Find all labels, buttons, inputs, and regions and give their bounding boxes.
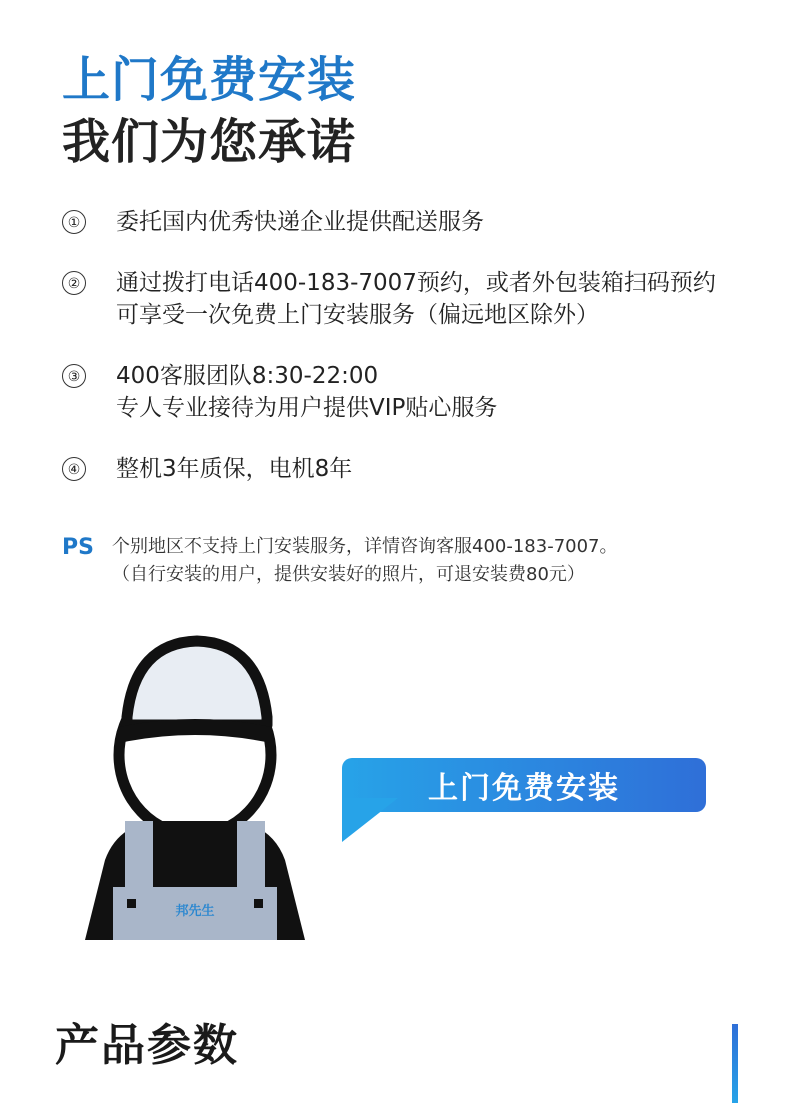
apron-logo: 邦先生 [175, 904, 215, 919]
section-accent-bar [732, 1024, 738, 1103]
number-badge: ① [62, 210, 86, 234]
speech-bubble [342, 758, 706, 812]
number-badge: ② [62, 271, 86, 295]
page-subtitle: 我们为您承诺 [62, 114, 357, 170]
number-badge: ④ [62, 457, 86, 481]
list-item [62, 267, 772, 331]
apron-strap-right [237, 821, 265, 895]
list-item-text: 可享受一次免费上门安装服务（偏远地区除外） [116, 302, 599, 328]
section-title: 产品参数 [55, 1020, 239, 1071]
ps-line: （自行安装的用户，提供安装好的照片，可退安装费80元） [112, 564, 585, 585]
installer-illustration [55, 625, 345, 945]
list-item-text: 400客服团队8:30-22:00 [116, 363, 379, 389]
bubble-label: 上门免费安装 [342, 758, 706, 812]
bubble-tail [342, 798, 398, 842]
worker-cap [127, 641, 267, 725]
list-item-text: 通过拨打电话400-183-7007预约，或者外包装箱扫码预约 [116, 270, 716, 296]
list-item [62, 206, 772, 238]
number-badge: ③ [62, 364, 86, 388]
page-title: 上门免费安装 [62, 52, 357, 108]
ps-line: 个别地区不支持上门安装服务，详情咨询客服400-183-7007。 [112, 536, 618, 557]
ps-tag: PS [62, 535, 94, 560]
list-item-text: 委托国内优秀快递企业提供配送服务 [116, 209, 484, 235]
list-item [62, 453, 772, 485]
apron-button-right [254, 899, 263, 908]
promise-list [62, 206, 772, 514]
list-item [62, 360, 772, 424]
ps-note [62, 533, 618, 589]
list-item-text: 专人专业接待为用户提供VIP贴心服务 [116, 395, 498, 421]
apron-strap-left [125, 821, 153, 895]
apron-button-left [127, 899, 136, 908]
list-item-text: 整机3年质保，电机8年 [116, 456, 353, 482]
